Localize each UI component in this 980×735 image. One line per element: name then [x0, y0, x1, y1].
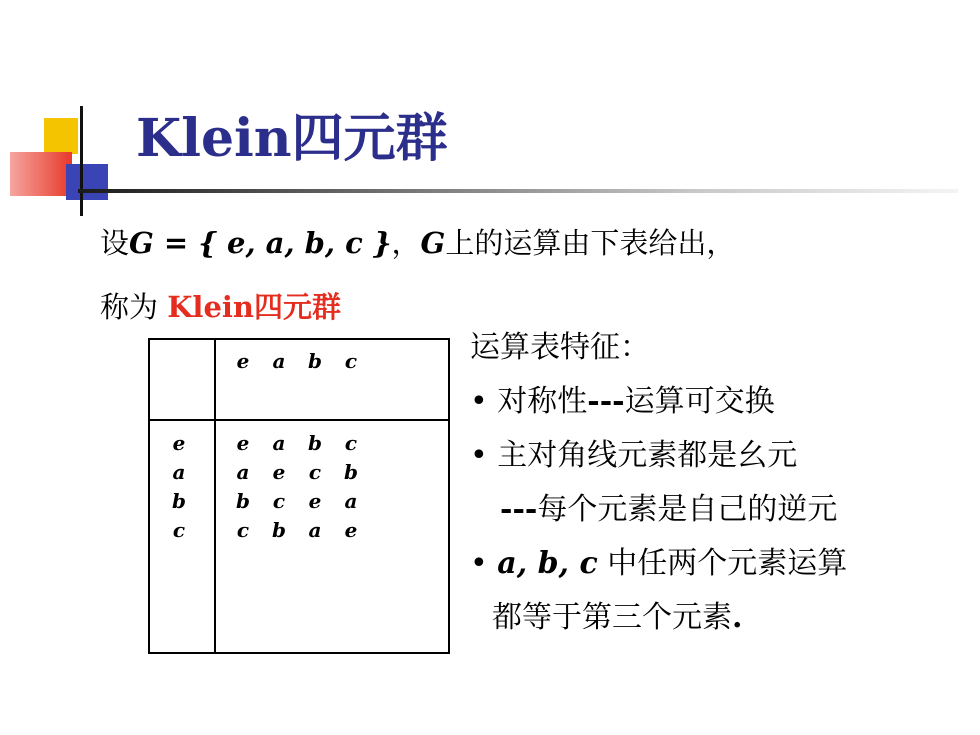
- feature-item-third-element-cont: [492, 600, 742, 636]
- feature-item-inverse-text: 每个元素是自己的逆元: [537, 492, 838, 527]
- table-cell: b: [308, 431, 322, 455]
- feature-item-third-element-cont-text: 都等于第三个元素: [492, 600, 732, 635]
- intro-text-1: 设: [100, 226, 130, 260]
- table-cell: b: [236, 489, 250, 513]
- deco-pink-fade: [10, 152, 72, 196]
- feature-item-commutative: [470, 384, 775, 420]
- feature-heading: 运算表特征：: [470, 330, 650, 365]
- title-underline: [78, 189, 958, 193]
- table-border: [149, 339, 449, 653]
- table-row-label: e: [172, 431, 186, 455]
- table-cell: e: [272, 460, 286, 484]
- table-cell: b: [344, 460, 358, 484]
- bullet: •: [470, 546, 488, 581]
- intro-group-symbol: G: [420, 226, 446, 260]
- table-cell: a: [308, 518, 322, 542]
- intro-line: [100, 226, 735, 261]
- table-header-cell: c: [344, 349, 358, 373]
- table-cell: a: [236, 460, 250, 484]
- intro-text-2: ，: [391, 226, 421, 260]
- deco-blue-square: [66, 164, 108, 200]
- table-row-label: b: [172, 489, 186, 513]
- feature-item-diagonal-text: 主对角线元素都是幺元: [497, 438, 798, 473]
- bullet: •: [470, 438, 488, 473]
- table-header-cell: e: [236, 349, 250, 373]
- cayley-table: [148, 338, 450, 654]
- deco-yellow-square: [44, 118, 78, 154]
- table-cell: e: [344, 518, 358, 542]
- naming-text: 称为: [100, 290, 168, 324]
- table-cell: e: [308, 489, 322, 513]
- table-row-label: a: [172, 460, 186, 484]
- feature-item-inverse: [500, 492, 837, 528]
- table-cell: e: [236, 431, 250, 455]
- feature-item-elements: a, b, c: [497, 546, 598, 581]
- table-cell: c: [236, 518, 250, 542]
- feature-item-third-element: [470, 546, 847, 582]
- table-cell: b: [272, 518, 286, 542]
- table-row-label: c: [172, 518, 186, 542]
- feature-item-diagonal: [470, 438, 797, 474]
- table-header-cell: b: [308, 349, 322, 373]
- feature-item-commutative-dashes: ---: [587, 384, 625, 419]
- title-decoration: [0, 100, 140, 220]
- deco-vertical-line: [80, 106, 83, 216]
- table-cell: c: [344, 431, 358, 455]
- slide-title: Klein四元群: [136, 108, 448, 169]
- table-cell: c: [272, 489, 286, 513]
- naming-line: [100, 290, 341, 325]
- feature-item-commutative-text: 运算可交换: [624, 384, 775, 419]
- table-cell: a: [272, 431, 286, 455]
- feature-item-period: .: [732, 600, 743, 635]
- bullet: •: [470, 384, 488, 419]
- feature-item-commutative-label: 对称性: [497, 384, 588, 419]
- feature-item-third-element-text: 中任两个元素运算: [597, 546, 848, 581]
- table-cell: c: [308, 460, 322, 484]
- naming-highlight: Klein四元群: [167, 290, 341, 324]
- intro-set-definition: G = { e, a, b, c }: [129, 226, 392, 260]
- feature-item-inverse-dashes: ---: [500, 492, 538, 527]
- intro-text-3: 上的运算由下表给出，: [445, 226, 736, 260]
- table-header-cell: a: [272, 349, 286, 373]
- table-cell: a: [344, 489, 358, 513]
